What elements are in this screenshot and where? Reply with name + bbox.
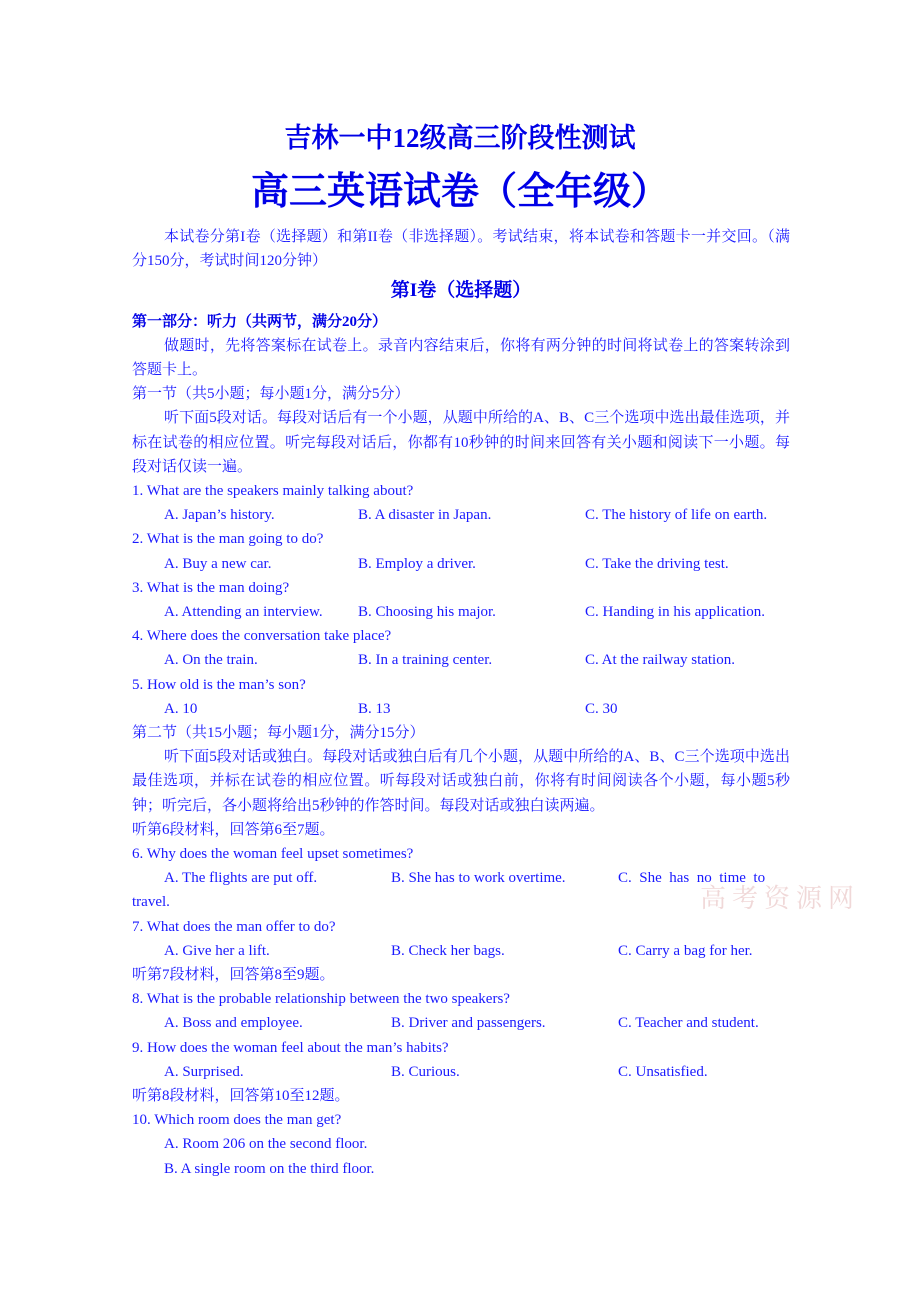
material-8: 听第8段材料，回答第10至12题。 xyxy=(132,1087,350,1104)
option-c: C. Handing in his application. xyxy=(585,604,765,621)
option-a: A. Japan’s history. xyxy=(164,507,275,524)
question-2-options xyxy=(132,552,790,576)
option-c-continued: travel. xyxy=(132,894,170,911)
question-7-options xyxy=(132,939,790,963)
watermark: 高考资源网 xyxy=(700,884,861,913)
question-1-options xyxy=(132,503,790,527)
intro: 本试卷分第I卷（选择题）和第II卷（非选择题）。考试结束，将本试卷和答题卡一并交回。（满分150分，考试时间120分钟） xyxy=(132,229,790,270)
option-a: A. Give her a lift. xyxy=(164,942,270,959)
option-c: C. 30 xyxy=(585,700,618,717)
option-a: A. Room 206 on the second floor. xyxy=(164,1136,368,1153)
option-c: C. At the railway station. xyxy=(585,652,735,669)
question-4-options xyxy=(132,648,790,672)
volume-heading: 第I卷（选择题） xyxy=(390,280,532,302)
section2-instructions: 听下面5段对话或独白。每段对话或独白后有几个小题，从题中所给的A、B、C三个选项中选出最佳选项，并标在试卷的相应位置。听每段对话或独白前，你将有时间阅读各个小题，每小题5秒钟；听完后，各小题将给出5秒钟的作答时间。每段对话或独白读两遍。 xyxy=(132,749,790,814)
option-b: B. She has to work overtime. xyxy=(391,870,566,887)
option-c: C. Teacher and student. xyxy=(618,1015,759,1032)
option-b: B. A single room on the third floor. xyxy=(164,1160,375,1177)
question-6: 6. Why does the woman feel upset sometimes? xyxy=(132,846,414,862)
question-5: 5. How old is the man’s son? xyxy=(132,676,306,693)
question-6-options xyxy=(132,866,790,890)
option-c: C. The history of life on earth. xyxy=(585,507,768,524)
exam-title: 吉林一中12级高三阶段性测试 xyxy=(284,123,636,153)
material-6: 听第6段材料，回答第6至7题。 xyxy=(132,821,335,838)
part1-instructions: 做题时，先将答案标在试卷上。录音内容结束后，你将有两分钟的时间将试卷上的答案转涂到答题卡上。 xyxy=(132,337,790,379)
question-1: 1. What are the speakers mainly talking about? xyxy=(132,483,414,500)
option-b: B. Driver and passengers. xyxy=(391,1015,546,1032)
question-9: 9. How does the woman feel about the man’s habits? xyxy=(132,1039,449,1056)
section2-heading: 第二节（共15小题；每小题1分，满分15分） xyxy=(132,724,425,741)
option-b: B. 13 xyxy=(358,700,391,717)
option-b: B. Employ a driver. xyxy=(358,555,476,572)
option-b: B. Choosing his major. xyxy=(358,604,496,621)
question-7: 7. What does the man offer to do? xyxy=(132,918,336,935)
part1-heading: 第一部分：听力（共两节，满分20分） xyxy=(132,313,388,330)
question-3: 3. What is the man doing? xyxy=(132,579,290,596)
option-c: C. Unsatisfied. xyxy=(618,1063,708,1080)
option-a: A. Surprised. xyxy=(164,1063,244,1080)
option-c: C. She has no time to xyxy=(618,870,766,887)
option-a: A. Buy a new car. xyxy=(164,555,272,572)
question-5-options xyxy=(132,697,790,721)
option-a: A. 10 xyxy=(164,700,198,717)
question-8-options xyxy=(132,1011,790,1035)
question-3-options xyxy=(132,600,790,624)
option-c: C. Carry a bag for her. xyxy=(618,942,753,959)
question-4: 4. Where does the conversation take place? xyxy=(132,628,392,645)
question-2: 2. What is the man going to do? xyxy=(132,531,324,548)
option-b: B. In a training center. xyxy=(358,652,493,669)
question-8: 8. What is the probable relationship between the two speakers? xyxy=(132,991,510,1008)
option-a: A. On the train. xyxy=(164,652,258,669)
option-b: B. Curious. xyxy=(391,1063,460,1080)
section1-questions xyxy=(132,479,790,721)
option-b: B. A disaster in Japan. xyxy=(358,507,492,524)
exam-body xyxy=(132,225,790,1181)
exam-subtitle: 高三英语试卷（全年级） xyxy=(250,171,669,213)
material-7: 听第7段材料，回答第8至9题。 xyxy=(132,966,335,983)
question-10: 10. Which room does the man get? xyxy=(132,1112,342,1129)
section1-heading: 第一节（共5小题；每小题1分，满分5分） xyxy=(132,386,410,403)
section1-instructions: 听下面5段对话。每段对话后有一个小题，从题中所给的A、B、C三个选项中选出最佳选项，并标在试卷的相应位置。听完每段对话后，你都有10秒钟的时间来回答有关小题和阅读下一小题。每段对话仅读一遍。 xyxy=(132,410,790,475)
option-a: A. Boss and employee. xyxy=(164,1015,303,1032)
option-a: A. The flights are put off. xyxy=(164,870,318,887)
option-a: A. Attending an interview. xyxy=(164,604,323,621)
question-9-options xyxy=(132,1060,790,1084)
option-b: B. Check her bags. xyxy=(391,942,505,959)
option-c: C. Take the driving test. xyxy=(585,555,729,572)
